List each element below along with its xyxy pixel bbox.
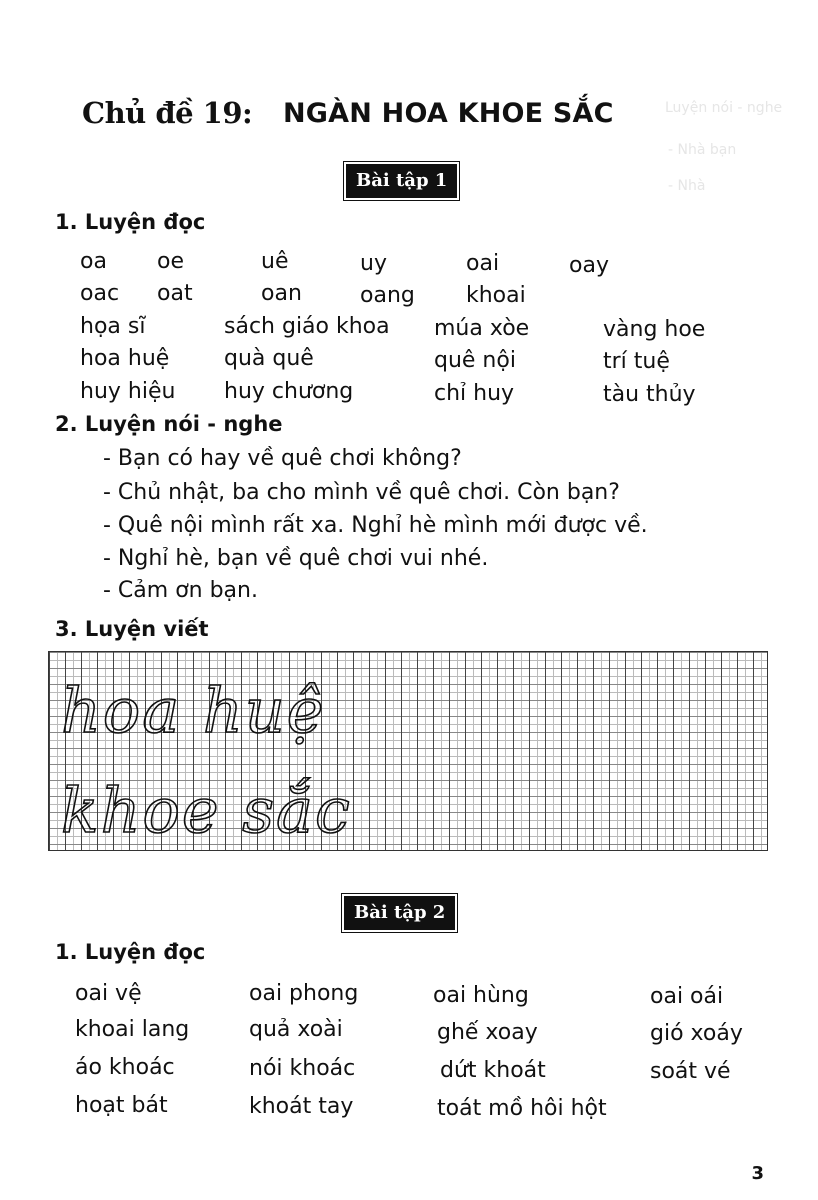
reading-word: oang — [360, 283, 415, 308]
reading-word: ghế xoay — [437, 1020, 538, 1045]
reading-word: khoát tay — [249, 1094, 354, 1119]
reading-word: quê nội — [434, 348, 516, 373]
speaking-heading: 2. Luyện nói - nghe — [55, 412, 283, 436]
topic-title: NGÀN HOA KHOE SẮC — [283, 98, 614, 129]
reading-heading-2: 1. Luyện đọc — [55, 940, 206, 964]
exercise-1-badge: Bài tập 1 — [346, 164, 457, 198]
reading-word: áo khoác — [75, 1055, 175, 1080]
dialogue-line: - Cảm ơn bạn. — [103, 578, 258, 603]
exercise-2-badge: Bài tập 2 — [344, 896, 455, 930]
dialogue-line: - Nghỉ hè, bạn về quê chơi vui nhé. — [103, 546, 489, 571]
reading-word: khoai lang — [75, 1017, 190, 1042]
reading-word: sách giáo khoa — [224, 314, 390, 339]
reading-word: họa sĩ — [80, 314, 146, 339]
page-number: 3 — [751, 1163, 764, 1184]
reading-word: dứt khoát — [440, 1058, 546, 1083]
reading-word: oan — [261, 281, 302, 306]
reading-word: huy chương — [224, 379, 354, 404]
reading-word: quà quê — [224, 346, 314, 371]
reading-word: oa — [80, 249, 107, 274]
reading-word: huy hiệu — [80, 379, 176, 404]
reading-word: hoạt bát — [75, 1093, 168, 1118]
dialogue-line: - Chủ nhật, ba cho mình về quê chơi. Còn bạn? — [103, 480, 620, 505]
reading-word: oai vệ — [75, 981, 142, 1006]
dialogue-line: - Bạn có hay về quê chơi không? — [103, 446, 462, 471]
dialogue-line: - Quê nội mình rất xa. Nghỉ hè mình mới được về. — [103, 513, 648, 538]
writing-heading: 3. Luyện viết — [55, 617, 209, 641]
cursive-writing-sample — [49, 652, 769, 852]
reading-word: oe — [157, 249, 184, 274]
reading-word: uê — [261, 249, 289, 274]
reading-word: oai — [466, 251, 500, 276]
cursive-line-2: khoe sắc — [61, 774, 352, 847]
reading-word: vàng hoe — [603, 317, 706, 342]
reading-word: quả xoài — [249, 1017, 343, 1042]
reading-word: trí tuệ — [603, 349, 670, 374]
reading-word: gió xoáy — [650, 1021, 743, 1046]
reading-word: chỉ huy — [434, 381, 515, 406]
reading-word: toát mồ hôi hột — [437, 1096, 607, 1121]
reading-word: oay — [569, 253, 609, 278]
reading-word: oai hùng — [433, 983, 529, 1008]
reading-word: oai oái — [650, 984, 724, 1009]
cursive-line-1: hoa huệ — [61, 674, 326, 747]
bleed-through-text: Luyện nói - nghe — [665, 100, 783, 116]
bleed-through-text: - Nhà bạn — [668, 142, 737, 158]
reading-word: nói khoác — [249, 1056, 356, 1081]
reading-word: oat — [157, 281, 193, 306]
topic-label: Chủ đề 19: — [82, 96, 253, 130]
reading-word: hoa huệ — [80, 346, 170, 371]
reading-word: soát vé — [650, 1059, 731, 1084]
reading-word: tàu thủy — [603, 382, 696, 407]
reading-heading: 1. Luyện đọc — [55, 210, 206, 234]
reading-word: múa xòe — [434, 316, 530, 341]
reading-word: oai phong — [249, 981, 359, 1006]
reading-word: uy — [360, 251, 387, 276]
reading-word: khoai — [466, 283, 526, 308]
bleed-through-text: - Nhà — [668, 178, 706, 194]
reading-word: oac — [80, 281, 120, 306]
handwriting-practice-grid — [48, 651, 768, 851]
